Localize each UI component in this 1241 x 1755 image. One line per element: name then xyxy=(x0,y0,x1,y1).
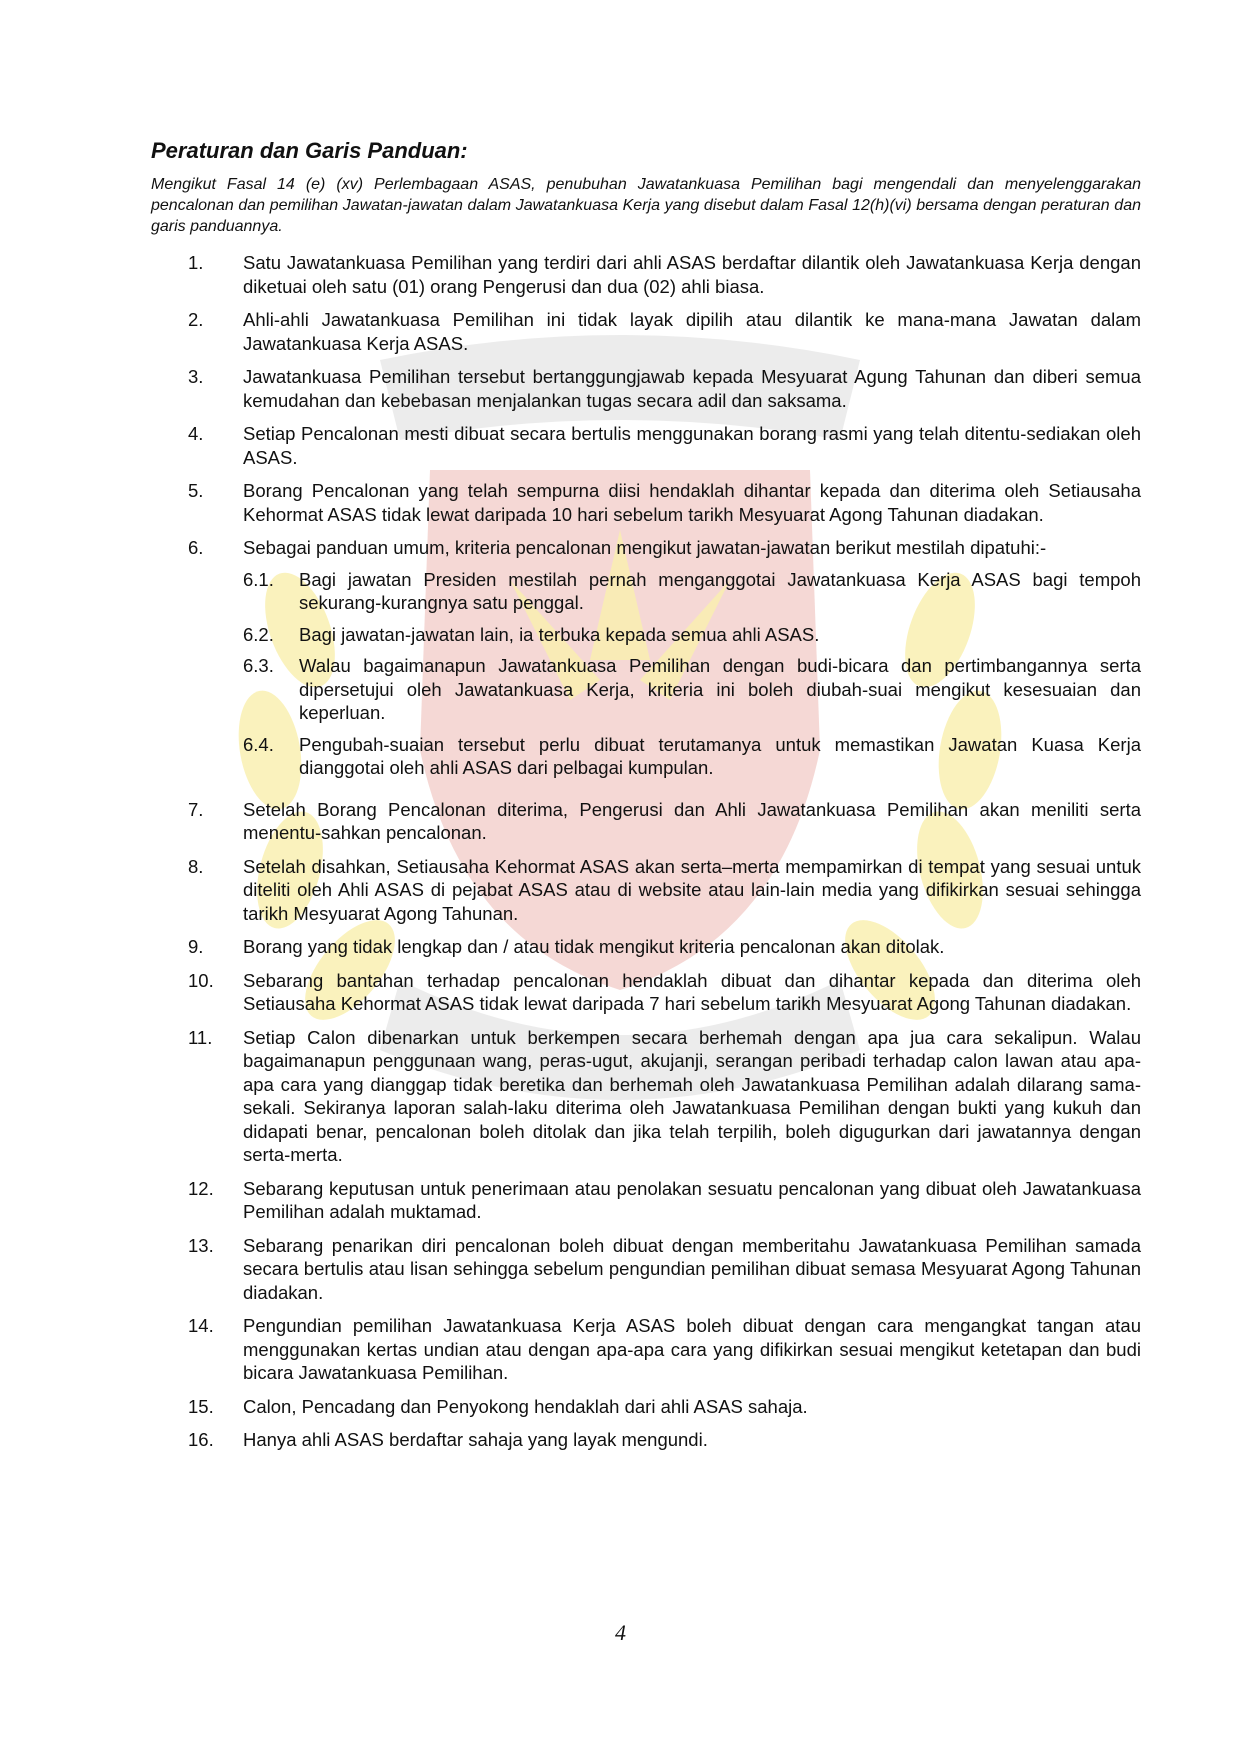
list-item-text: Sebagai panduan umum, kriteria pencalonan mengikut jawatan-jawatan berikut mestilah dipatuhi:- xyxy=(243,537,1047,558)
list-item-text: Satu Jawatankuasa Pemilihan yang terdiri dari ahli ASAS berdaftar dilantik oleh Jawatankuasa Kerja dengan diketuai oleh satu (01) orang Pengerusi dan dua (02) ahli biasa. xyxy=(243,252,1141,297)
list-item-number: 5. xyxy=(188,480,204,501)
list-item-text: Jawatankuasa Pemilihan tersebut bertanggungjawab kepada Mesyuarat Agung Tahunan dan diberi semua kemudahan dan kebebasan menjalankan tugas secara adil dan saksama. xyxy=(243,366,1141,411)
sub-list-item-number: 6.2. xyxy=(243,623,274,645)
list-item-number: 11. xyxy=(188,1026,213,1048)
list-item-text: Setelah Borang Pencalonan diterima, Pengerusi dan Ahli Jawatankuasa Pemilihan akan meniliti serta menentu-sahkan pencalonan. xyxy=(243,798,1141,843)
intro-paragraph: Mengikut Fasal 14 (e) (xv) Perlembagaan ASAS, penubuhan Jawatankuasa Pemilihan bagi mengendali dan menyelenggarakan pencalonan dan pemilihan Jawatan-jawatan dalam Jawatankuasa Kerja yang disebut dalam Fasal 12(h)(vi) bersama dengan peraturan dan garis panduannya. xyxy=(151,176,1141,235)
list-item-number: 15. xyxy=(188,1395,214,1417)
list-item-text: Hanya ahli ASAS berdaftar sahaja yang layak mengundi. xyxy=(243,1429,708,1450)
list-item-number: 16. xyxy=(188,1429,214,1450)
sub-list-item-number: 6.1. xyxy=(243,568,274,590)
list-item xyxy=(151,1428,1141,1452)
list-item xyxy=(151,1234,1141,1305)
sub-list-item-number: 6.4. xyxy=(243,733,274,755)
list-item xyxy=(151,251,1141,298)
sub-list-item xyxy=(243,733,1141,780)
list-item-text: Sebarang keputusan untuk penerimaan atau penolakan sesuatu pencalonan yang dibuat oleh Jawatankuasa Pemilihan adalah muktamad. xyxy=(243,1177,1141,1222)
list-item xyxy=(151,798,1141,845)
list-item-text: Borang yang tidak lengkap dan / atau tidak mengikut kriteria pencalonan akan ditolak. xyxy=(243,936,945,957)
list-item-text: Borang Pencalonan yang telah sempurna diisi hendaklah dihantar kepada dan diterima oleh Setiausaha Kehormat ASAS tidak lewat daripada 10 hari sebelum tarikh Mesyuarat Agong Tahunan diadakan. xyxy=(243,480,1141,525)
list-item-text: Sebarang penarikan diri pencalonan boleh dibuat dengan memberitahu Jawatankuasa Pemilihan samada secara bertulis atau lisan sehingga sebelum pengundian pemilihan dibuat semasa Mesyuarat Agong Tahunan diadakan. xyxy=(243,1234,1141,1303)
list-item-number: 13. xyxy=(188,1234,214,1256)
list-item-text: Setiap Calon dibenarkan untuk berkempen secara berhemah dengan apa jua cara sekalipun. Walau bagaimanapun penggunaan wang, peras-ugut, akujanji, serangan peribadi terhadap calon lawan atau apa-apa cara yang dianggap tidak beretika dan berhemah oleh Jawatankuasa Pemilihan adalah dilarang sama-sekali. Sekiranya laporan salah-laku diterima oleh Jawatankuasa Pemilihan dengan bukti yang kukuh dan didapati benar, pencalonan boleh ditolak dan jika telah terpilih, boleh digugurkan dari jawatannya dengan serta-merta. xyxy=(243,1026,1141,1165)
list-item-text: Ahli-ahli Jawatankuasa Pemilihan ini tidak layak dipilih atau dilantik ke mana-mana Jawatan dalam Jawatankuasa Kerja ASAS. xyxy=(243,309,1141,354)
list-item-number: 7. xyxy=(188,798,204,820)
list-item-number: 12. xyxy=(188,1177,214,1199)
list-item-number: 1. xyxy=(188,252,204,273)
list-item-number: 8. xyxy=(188,855,204,877)
list-item-text: Calon, Pencadang dan Penyokong hendaklah dari ahli ASAS sahaja. xyxy=(243,1395,808,1417)
section-heading: Peraturan dan Garis Panduan: xyxy=(151,138,468,163)
list-item-text: Setiap Pencalonan mesti dibuat secara bertulis menggunakan borang rasmi yang telah ditentu-sediakan oleh ASAS. xyxy=(243,423,1141,468)
list-item xyxy=(151,422,1141,469)
list-item-number: 14. xyxy=(188,1315,214,1336)
list-item xyxy=(151,1177,1141,1224)
sub-list-item-text: Bagi jawatan Presiden mestilah pernah menganggotai Jawatankuasa Kerja ASAS bagi tempoh sekurang-kurangnya satu penggal. xyxy=(299,568,1141,613)
rules-list xyxy=(151,251,1141,1452)
page-number: 4 xyxy=(615,1620,626,1645)
list-item-text: Setelah disahkan, Setiausaha Kehormat ASAS akan serta–merta mempamirkan di tempat yang sesuai untuk diteliti oleh Ahli ASAS di pejabat ASAS atau di website atau lain-lain media yang difikirkan sesuai sehingga tarikh Mesyuarat Agong Tahunan. xyxy=(243,855,1141,924)
list-item-number: 10. xyxy=(188,969,214,991)
list-item-body xyxy=(243,536,1141,788)
list-item xyxy=(151,1395,1141,1419)
sub-list-item xyxy=(243,623,1141,647)
list-item-number: 4. xyxy=(188,423,204,444)
list-item xyxy=(151,1314,1141,1385)
list-item-text: Sebarang bantahan terhadap pencalonan hendaklah dibuat dan dihantar kepada dan diterima oleh Setiausaha Kehormat ASAS tidak lewat daripada 7 hari sebelum tarikh Mesyuarat Agong Tahunan diadakan. xyxy=(243,969,1141,1014)
list-item xyxy=(151,308,1141,355)
list-item-text: Pengundian pemilihan Jawatankuasa Kerja ASAS boleh dibuat dengan cara mengangkat tangan atau menggunakan kertas undian atau dengan apa-apa cara yang difikirkan sesuai mengikut ketetapan dan budi bicara Jawatankuasa Pemilihan. xyxy=(243,1315,1141,1383)
document-page xyxy=(151,138,1141,1462)
sub-list-item-text: Bagi jawatan-jawatan lain, ia terbuka kepada semua ahli ASAS. xyxy=(299,623,820,645)
list-item xyxy=(151,1026,1141,1167)
list-item-number: 6. xyxy=(188,537,204,558)
sub-list-item xyxy=(243,654,1141,725)
list-item-number: 9. xyxy=(188,936,204,957)
sub-list-item xyxy=(243,568,1141,615)
list-item xyxy=(151,969,1141,1016)
list-item-number: 3. xyxy=(188,366,204,387)
list-item xyxy=(151,365,1141,412)
sub-list-item-number: 6.3. xyxy=(243,655,274,676)
sub-list-item-text: Walau bagaimanapun Jawatankuasa Pemilihan dengan budi-bicara dan pertimbangannya serta dipersetujui oleh Jawatankuasa Kerja, kriteria ini boleh diubah-suai mengikut kesesuaian dan keperluan. xyxy=(299,655,1141,723)
sub-rules-list xyxy=(243,568,1141,780)
list-item xyxy=(151,479,1141,526)
sub-list-item-text: Pengubah-suaian tersebut perlu dibuat terutamanya untuk memastikan Jawatan Kuasa Kerja dianggotai oleh ahli ASAS dari pelbagai kumpulan. xyxy=(299,733,1141,778)
list-item xyxy=(151,935,1141,959)
list-item xyxy=(151,855,1141,926)
list-item-number: 2. xyxy=(188,309,204,330)
list-item xyxy=(151,536,1141,788)
